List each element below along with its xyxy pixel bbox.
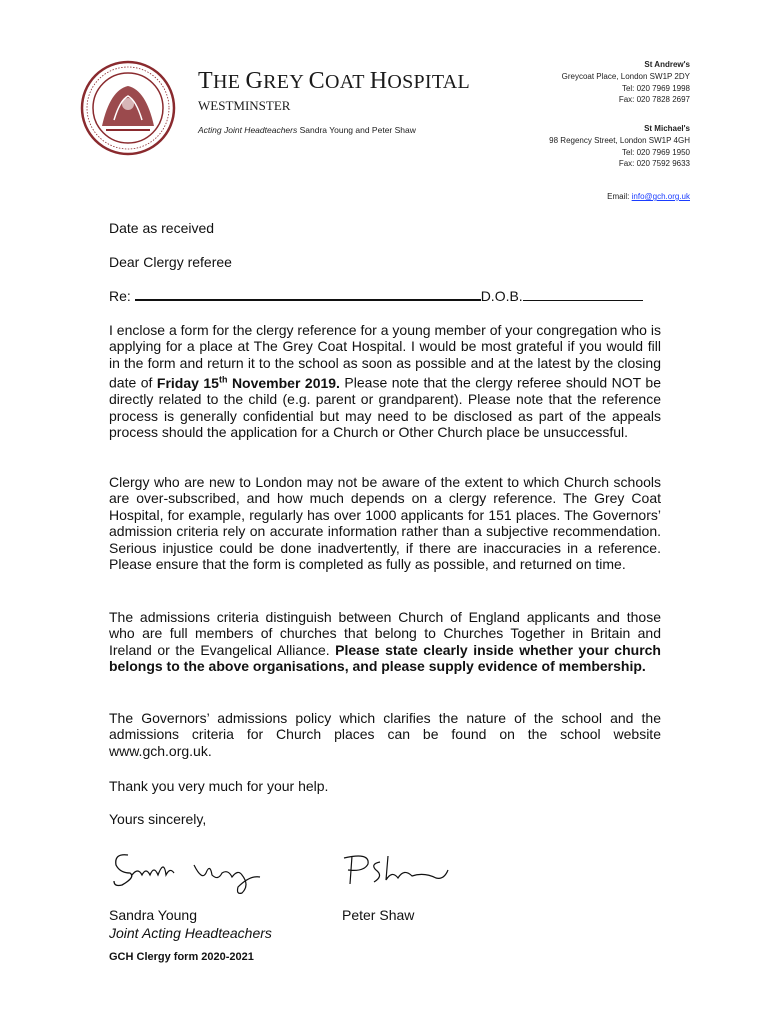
st-michaels-street: 98 Regency Street, London SW1P 4GH	[549, 135, 690, 145]
signer-2-name: Peter Shaw	[342, 907, 415, 923]
address-st-andrews	[562, 59, 690, 106]
p1-text-b: Please note that the clergy referee should NOT be directly related to the child (e.g. parent or grandparent). Please note that the reference process is generally confidential but may need to be disclosed as part of the appeals process should the application for a Church or Other Church place be unsuccessful.	[109, 374, 661, 441]
email-label: Email:	[607, 192, 630, 201]
address-st-michaels	[540, 123, 690, 170]
school-location: WESTMINSTER	[198, 98, 291, 113]
date-line: Date as received	[109, 220, 215, 236]
closing-date-day: Friday 15	[156, 374, 219, 391]
email-line	[607, 192, 690, 201]
dob-label: D.O.B.	[480, 288, 523, 304]
st-michaels-name: St Michael's	[644, 124, 690, 133]
school-name: THE GREY COAT HOSPITAL	[198, 68, 471, 94]
st-michaels-tel: Tel: 020 7969 1950	[621, 147, 690, 157]
salutation: Dear Clergy referee	[109, 254, 232, 270]
p3-bold-request: Please state clearly inside whether your church belongs to the above organisations, and please supply evidence of membership.	[109, 641, 661, 675]
closing-date	[157, 375, 340, 391]
re-line	[109, 287, 643, 304]
signature-peter-shaw	[340, 852, 460, 892]
st-andrews-tel: Tel: 020 7969 1998	[621, 83, 690, 93]
paragraph-4: The Governors’ admissions policy which clarifies the nature of the school and the admissions criteria for Church places can be found on the school website www.gch.org.uk.	[109, 710, 661, 759]
p3-text-a: The admissions criteria distinguish between Church of England applicants and those who are full members of churches that belong to Churches Together in Britain and Ireland or the Evangelical Alliance.	[109, 609, 661, 658]
signer-role: Joint Acting Headteachers	[109, 925, 272, 941]
school-crest-logo	[80, 60, 176, 156]
paragraph-1	[109, 322, 661, 441]
thanks-line: Thank you very much for your help.	[109, 778, 329, 794]
st-andrews-fax: Fax: 020 7828 2697	[618, 95, 690, 105]
st-andrews-street: Greycoat Place, London SW1P 2DY	[561, 71, 690, 81]
paragraph-2: Clergy who are new to London may not be aware of the extent to which Church schools are over-subscribed, and how much depends on a clergy reference. The Grey Coat Hospital, for example, regularly has over 1000 applicants for 151 places. The Governors’ admission criteria rely on accurate information rather than a subjective recommendation. Serious injustice could be done inadvertently, if there are inaccuracies in a reference. Please ensure that the form is completed as fully as possible, and returned on time.	[109, 474, 661, 573]
paragraph-3	[109, 609, 661, 675]
re-name-field[interactable]	[135, 287, 481, 301]
heads-names: Sandra Young and Peter Shaw	[299, 125, 416, 135]
closing-line: Yours sincerely,	[109, 811, 207, 827]
signer-1-name: Sandra Young	[109, 907, 197, 923]
signature-sandra-young	[110, 845, 270, 897]
st-michaels-fax: Fax: 020 7592 9633	[618, 159, 690, 169]
p1-text-a: I enclose a form for the clergy reference for a young member of your congregation who is applying for a place at The Grey Coat Hospital. I would be most grateful if you would fill in the form and return it to the school as soon as possible and at the latest by the closing date of	[109, 322, 661, 391]
dob-field[interactable]	[523, 288, 643, 301]
headteachers-line	[198, 125, 416, 135]
st-andrews-name: St Andrew's	[644, 60, 690, 69]
closing-date-sup: th	[218, 374, 228, 385]
email-link[interactable]: info@gch.org.uk	[631, 192, 690, 201]
closing-date-month: November 2019.	[227, 374, 340, 391]
re-label: Re:	[109, 288, 131, 304]
heads-label: Acting Joint Headteachers	[198, 125, 298, 135]
form-footer: GCH Clergy form 2020-2021	[109, 951, 254, 963]
